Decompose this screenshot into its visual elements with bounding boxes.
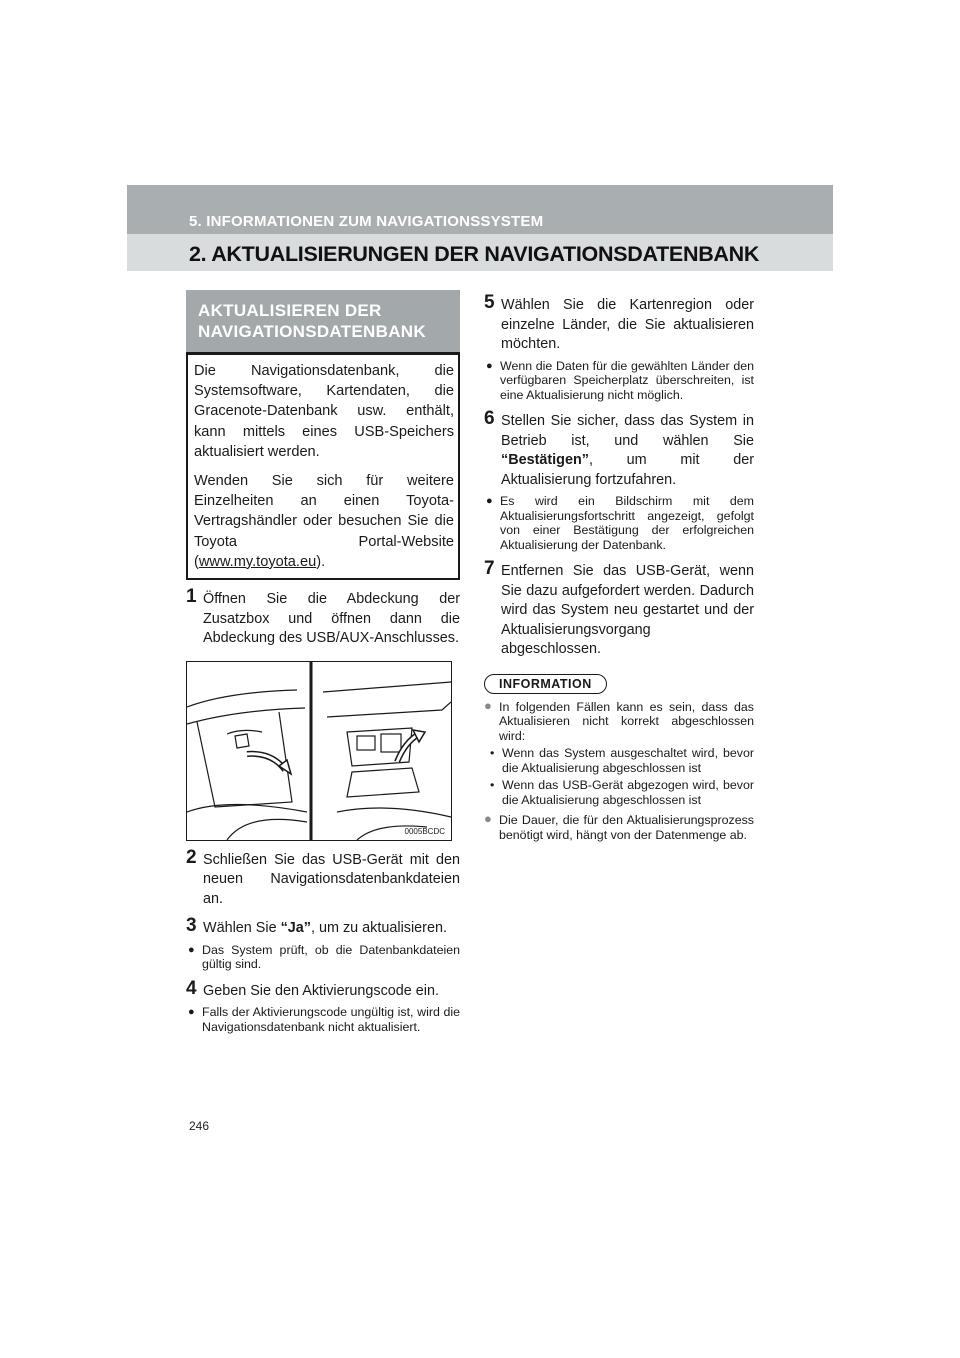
chapter-title: 2. AKTUALISIERUNGEN DER NAVIGATIONSDATENBANK xyxy=(189,242,760,266)
step-3 xyxy=(186,915,460,939)
console-cover-icon xyxy=(187,662,451,840)
info-text: In folgenden Fällen kann es sein, dass das Aktualisieren nicht korrekt abgeschlossen wird: xyxy=(499,699,754,743)
header-top-bar xyxy=(127,185,833,234)
left-column xyxy=(186,290,460,1034)
step-5-note xyxy=(484,359,754,403)
box-title-line2: NAVIGATIONSDATENBANK xyxy=(198,322,426,341)
step-number: 5 xyxy=(484,292,495,313)
bullet-dot-icon: ● xyxy=(484,811,492,826)
step-number: 4 xyxy=(186,977,197,999)
note-text: Es wird ein Bildschirm mit dem Aktualisierungsfortschritt angezeigt, gefolgt von einer Bestätigung der erfolgreichen Aktualisierung der Datenbank. xyxy=(500,494,754,552)
bullet-dot-icon: ● xyxy=(486,359,493,372)
step-4 xyxy=(186,977,460,1002)
step-text: Geben Sie den Aktivierungscode ein. xyxy=(203,982,440,999)
step-number: 3 xyxy=(186,915,197,937)
box-paragraph-2 xyxy=(194,471,454,572)
info-box xyxy=(186,290,460,580)
step-7 xyxy=(484,558,754,660)
note-text: Falls der Aktivierungscode ungültig ist, wird die Navigationsdatenbank nicht aktualisiert. xyxy=(202,1005,460,1034)
sub-text: Wenn das USB-Gerät abgezogen wird, bevor die Aktualisierung abgeschlossen ist xyxy=(502,778,754,807)
step-text-suffix: , um mit der Aktualisierung fortzufahren. xyxy=(501,452,754,488)
console-illustration xyxy=(186,661,452,841)
step-text-suffix: , um zu aktualisieren. xyxy=(311,920,447,937)
page-header xyxy=(127,185,833,271)
step-4-note xyxy=(186,1005,460,1034)
box-paragraph-1: Die Navigationsdatenbank, die Systemsoftware, Kartendaten, die Gracenote-Datenbank usw. enthält, kann mittels eines USB-Speichers aktualisiert werden. xyxy=(194,363,454,460)
website-link[interactable]: www.my.toyota.eu xyxy=(198,553,317,570)
step-5 xyxy=(484,292,754,355)
bullet-dot-icon: ● xyxy=(188,943,195,956)
step-6 xyxy=(484,408,754,490)
step-2 xyxy=(186,846,460,910)
note-text: Wenn die Daten für die gewählten Länder den verfügbaren Speicherplatz überschreiten, ist eine Aktualisierung nicht möglich. xyxy=(500,358,754,402)
section-label: 5. INFORMATIONEN ZUM NAVIGATIONSSYSTEM xyxy=(189,213,544,230)
step-1 xyxy=(186,586,460,649)
step-text: Schließen Sie das USB-Gerät mit den neuen Navigationsdatenbankdateien an. xyxy=(203,851,460,907)
sub-text: Wenn das System ausgeschaltet wird, bevor die Aktualisierung abgeschlossen ist xyxy=(502,746,754,775)
bullet-dot-icon: ● xyxy=(486,495,493,507)
step-number: 6 xyxy=(484,408,495,429)
information-item-1 xyxy=(484,697,754,744)
step-text-bold: “Bestätigen” xyxy=(501,452,589,468)
step-text-prefix: Wählen Sie xyxy=(203,920,281,937)
right-column xyxy=(484,290,754,842)
information-badge: INFORMATION xyxy=(484,674,607,694)
step-text: Wählen Sie die Kartenregion oder einzelne Länder, die Sie aktualisieren möchten. xyxy=(501,297,754,352)
information-subitem-2 xyxy=(484,778,754,807)
step-text-bold: “Ja” xyxy=(280,920,311,937)
step-text: Öffnen Sie die Abdeckung der Zusatzbox und öffnen dann die Abdeckung des USB/AUX-Anschlusses. xyxy=(203,591,460,647)
sub-bullet-icon: • xyxy=(490,746,495,760)
step-text: Entfernen Sie das USB-Gerät, wenn Sie dazu aufgefordert werden. Dadurch wird das System neu gestartet und der Aktualisierungsvorgang abgeschlossen. xyxy=(501,563,754,657)
page-number: 246 xyxy=(189,1119,210,1133)
information-subitem-1 xyxy=(484,746,754,775)
figure-code: 0005BCDC xyxy=(404,826,445,836)
step-number: 1 xyxy=(186,586,197,608)
step-number: 7 xyxy=(484,558,495,579)
sub-bullet-icon: • xyxy=(490,778,495,792)
information-item-2 xyxy=(484,813,754,842)
step-number: 2 xyxy=(186,846,197,868)
box-title-line1: AKTUALISIEREN DER xyxy=(198,301,382,320)
bullet-dot-icon: ● xyxy=(484,697,492,713)
box-paragraph-2-suffix: ). xyxy=(316,553,326,570)
bullet-dot-icon: ● xyxy=(188,1006,195,1019)
box-paragraph-2-prefix: Wenden Sie sich für weitere Einzelheiten an einen Toyota-Vertragshändler oder besuchen Sie die Toyota Portal-Website ( xyxy=(194,473,454,570)
step-text-prefix: Stellen Sie sicher, dass das System in Betrieb ist, und wählen Sie xyxy=(501,413,754,449)
info-text: Die Dauer, die für den Aktualisierungsprozess benötigt wird, hängt von der Datenmenge ab. xyxy=(499,813,754,842)
step-3-note xyxy=(186,943,460,972)
box-title xyxy=(186,290,460,355)
box-body xyxy=(188,355,458,578)
note-text: Das System prüft, ob die Datenbankdateien gültig sind. xyxy=(202,942,460,972)
step-6-note xyxy=(484,494,754,552)
